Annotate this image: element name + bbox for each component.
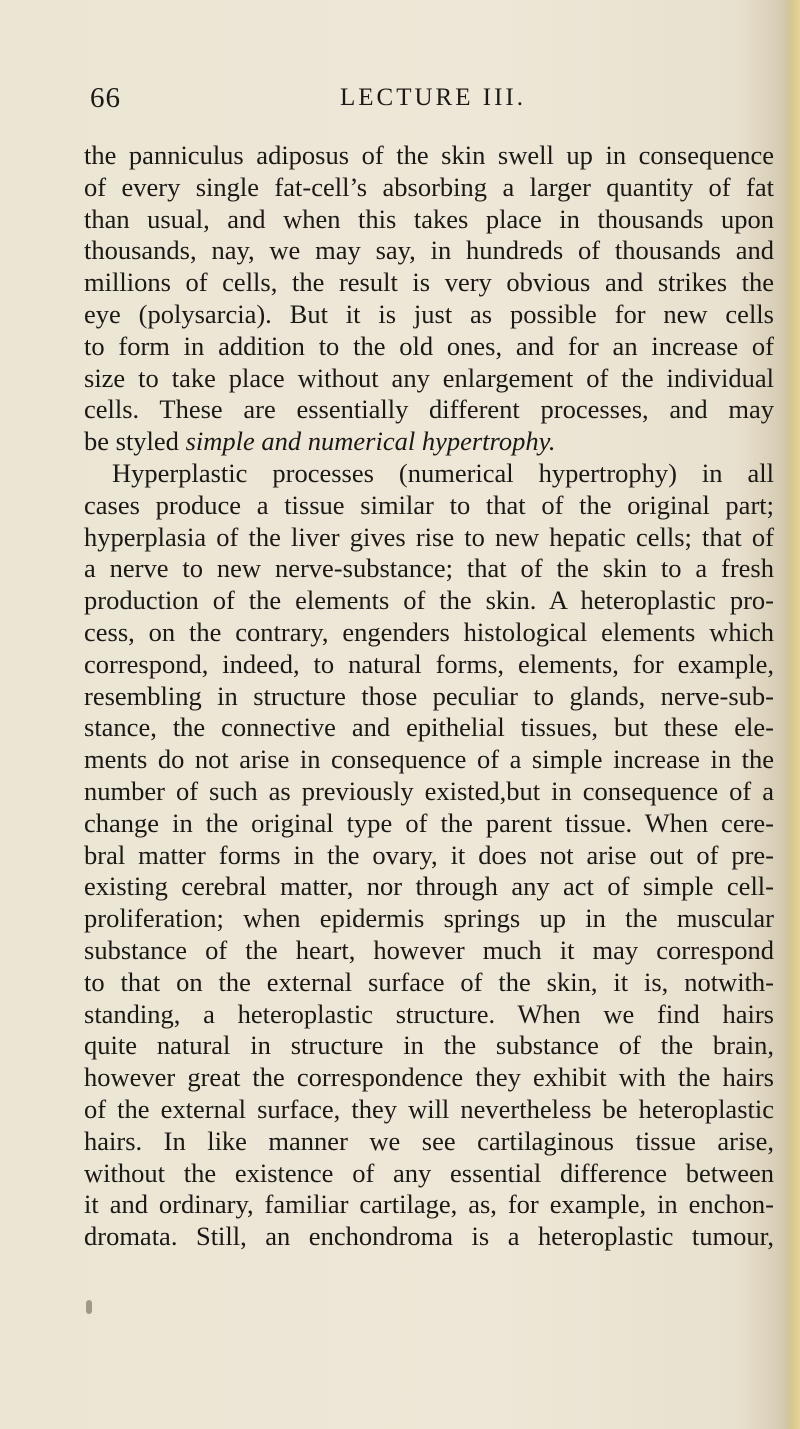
text-line: change in the original type of the parent tissue. When cere- (84, 807, 774, 838)
text-line: standing, a heteroplastic structure. When we find hairs (84, 998, 774, 1029)
page-header (90, 82, 730, 122)
text-line: millions of cells, the result is very obvious and strikes the (84, 267, 774, 298)
text-line: bral matter forms in the ovary, it does not arise out of pre- (84, 839, 774, 870)
text-run: be styled (84, 426, 179, 457)
text-line: production of the elements of the skin. A heteroplastic pro- (84, 585, 774, 616)
text-line: of every single fat-cell’s absorbing a larger quantity of fat (84, 171, 774, 202)
text-line: cases produce a tissue similar to that of the original part; (84, 489, 774, 520)
text-line: thousands, nay, we may say, in hundreds of thousands and (84, 235, 774, 266)
text-line: number of such as previously existed,but in consequence of a (84, 775, 774, 806)
text-line: resembling in structure those peculiar to glands, nerve-sub- (84, 680, 774, 711)
page-number: 66 (90, 82, 121, 114)
page-edge (786, 0, 800, 1429)
text-line: stance, the connective and epithelial tissues, but these ele- (84, 712, 774, 743)
text-line: to form in addition to the old ones, and for an increase of (84, 330, 774, 361)
text-line: Hyperplastic processes (numerical hypertrophy) in all (112, 457, 774, 488)
text-line: proliferation; when epidermis springs up in the muscular (84, 903, 774, 934)
text-line: size to take place without any enlargement of the individual (84, 362, 774, 393)
text-line: correspond, indeed, to natural forms, elements, for example, (84, 648, 774, 679)
text-line: cess, on the contrary, engenders histological elements which (84, 616, 774, 647)
text-line: of the external surface, they will nevertheless be heteroplastic (84, 1093, 774, 1124)
body-text (84, 140, 774, 1253)
text-line: the panniculus adiposus of the skin swell up in consequence (84, 140, 774, 170)
text-line: dromata. Still, an enchondroma is a heteroplastic tumour, (84, 1221, 774, 1252)
text-line: hyperplasia of the liver gives rise to new hepatic cells; that of (84, 521, 774, 552)
ink-speck (86, 1300, 92, 1314)
running-head: LECTURE III. (340, 84, 526, 111)
text-line: hairs. In like manner we see cartilaginous tissue arise, (84, 1125, 774, 1156)
text-line: existing cerebral matter, nor through any act of simple cell- (84, 871, 774, 902)
text-line: without the existence of any essential difference between (84, 1157, 774, 1188)
text-line: than usual, and when this takes place in thousands upon (84, 203, 774, 234)
text-line: quite natural in structure in the substance of the brain, (84, 1030, 774, 1061)
text-line: however great the correspondence they exhibit with the hairs (84, 1062, 774, 1093)
text-line: a nerve to new nerve-substance; that of the skin to a fresh (84, 553, 774, 584)
text-line: to that on the external surface of the skin, it is, notwith- (84, 966, 774, 997)
text-line: eye (polysarcia). But it is just as possible for new cells (84, 298, 774, 329)
text-line: ments do not arise in consequence of a simple increase in the (84, 744, 774, 775)
text-line (84, 426, 774, 458)
text-line: it and ordinary, familiar cartilage, as, for example, in enchon- (84, 1189, 774, 1220)
text-line: substance of the heart, however much it may correspond (84, 934, 774, 965)
italic-term: simple and numerical hypertrophy. (185, 426, 556, 457)
text-line: cells. These are essentially different processes, and may (84, 394, 774, 425)
